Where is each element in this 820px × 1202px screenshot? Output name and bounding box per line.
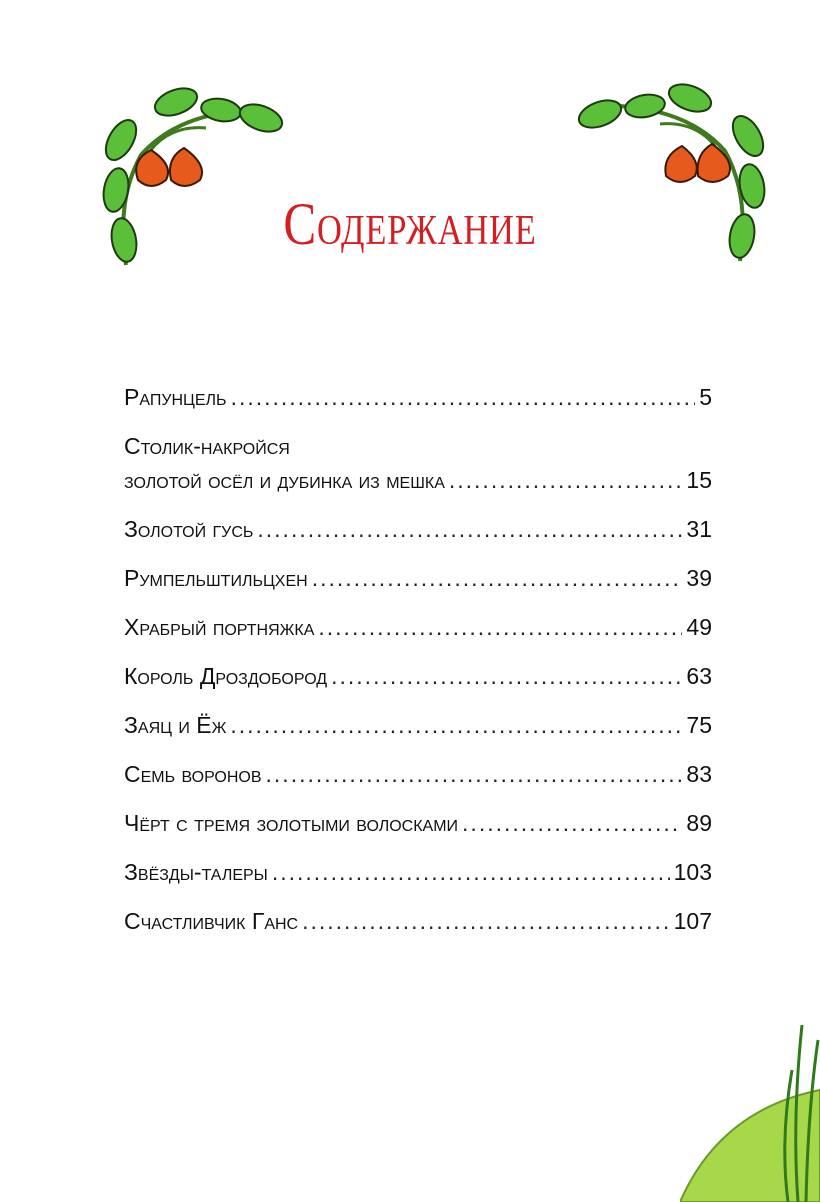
toc-entry-title: Рапунцель	[124, 384, 227, 410]
toc-entry-title: Заяц и Ёж	[124, 712, 227, 738]
toc-entry-page: 39	[686, 565, 712, 591]
toc-entry[interactable]	[124, 467, 712, 516]
toc-entry[interactable]	[124, 859, 712, 908]
toc-entry-title: Король Дроздобород	[124, 663, 328, 689]
toc-entry[interactable]	[124, 908, 712, 957]
toc-entry[interactable]	[124, 810, 712, 859]
toc-leader-dots	[318, 614, 682, 641]
toc-leader-dots	[449, 467, 683, 494]
toc-entry-title: Звёзды-талеры	[124, 859, 268, 885]
toc-entry[interactable]	[124, 433, 712, 467]
toc-entry-title: Румпельштильцхен	[124, 565, 308, 591]
toc-entry-page: 75	[686, 712, 712, 738]
toc-entry-page: 83	[686, 761, 712, 787]
toc-entry-title: Столик-накройся	[124, 433, 290, 459]
toc-entry-page: 107	[673, 908, 712, 934]
toc-leader-dots	[331, 663, 682, 690]
table-of-contents	[124, 384, 712, 957]
toc-entry[interactable]	[124, 614, 712, 663]
toc-entry-page: 15	[686, 467, 712, 493]
toc-entry-title: золотой осёл и дубинка из мешка	[124, 467, 445, 493]
toc-entry-title: Храбрый портняжка	[124, 614, 315, 640]
toc-entry[interactable]	[124, 712, 712, 761]
toc-leader-dots	[312, 565, 683, 592]
toc-entry-page: 89	[686, 810, 712, 836]
toc-entry-title: Семь воронов	[124, 761, 262, 787]
toc-entry-page: 31	[686, 516, 712, 542]
toc-leader-dots	[462, 810, 682, 837]
toc-entry[interactable]	[124, 761, 712, 810]
toc-leader-dots	[302, 908, 670, 935]
toc-leader-dots	[266, 761, 683, 788]
page-title: Содержание	[283, 191, 537, 257]
toc-entry-page: 103	[673, 859, 712, 885]
toc-entry[interactable]	[124, 663, 712, 712]
grass-hill-icon	[680, 1020, 820, 1202]
toc-entry-page: 49	[686, 614, 712, 640]
toc-leader-dots	[230, 712, 682, 739]
toc-leader-dots	[257, 516, 682, 543]
toc-entry-title: Счастливчик Ганс	[124, 908, 299, 934]
toc-entry-title: Чёрт с тремя золотыми волосками	[124, 810, 459, 836]
toc-entry[interactable]	[124, 565, 712, 614]
toc-entry[interactable]	[124, 516, 712, 565]
toc-entry-title: Золотой гусь	[124, 516, 254, 542]
toc-leader-dots	[272, 859, 670, 886]
toc-entry-page: 63	[686, 663, 712, 689]
toc-entry-page: 5	[699, 384, 712, 410]
toc-entry[interactable]	[124, 384, 712, 433]
toc-leader-dots	[231, 384, 696, 411]
